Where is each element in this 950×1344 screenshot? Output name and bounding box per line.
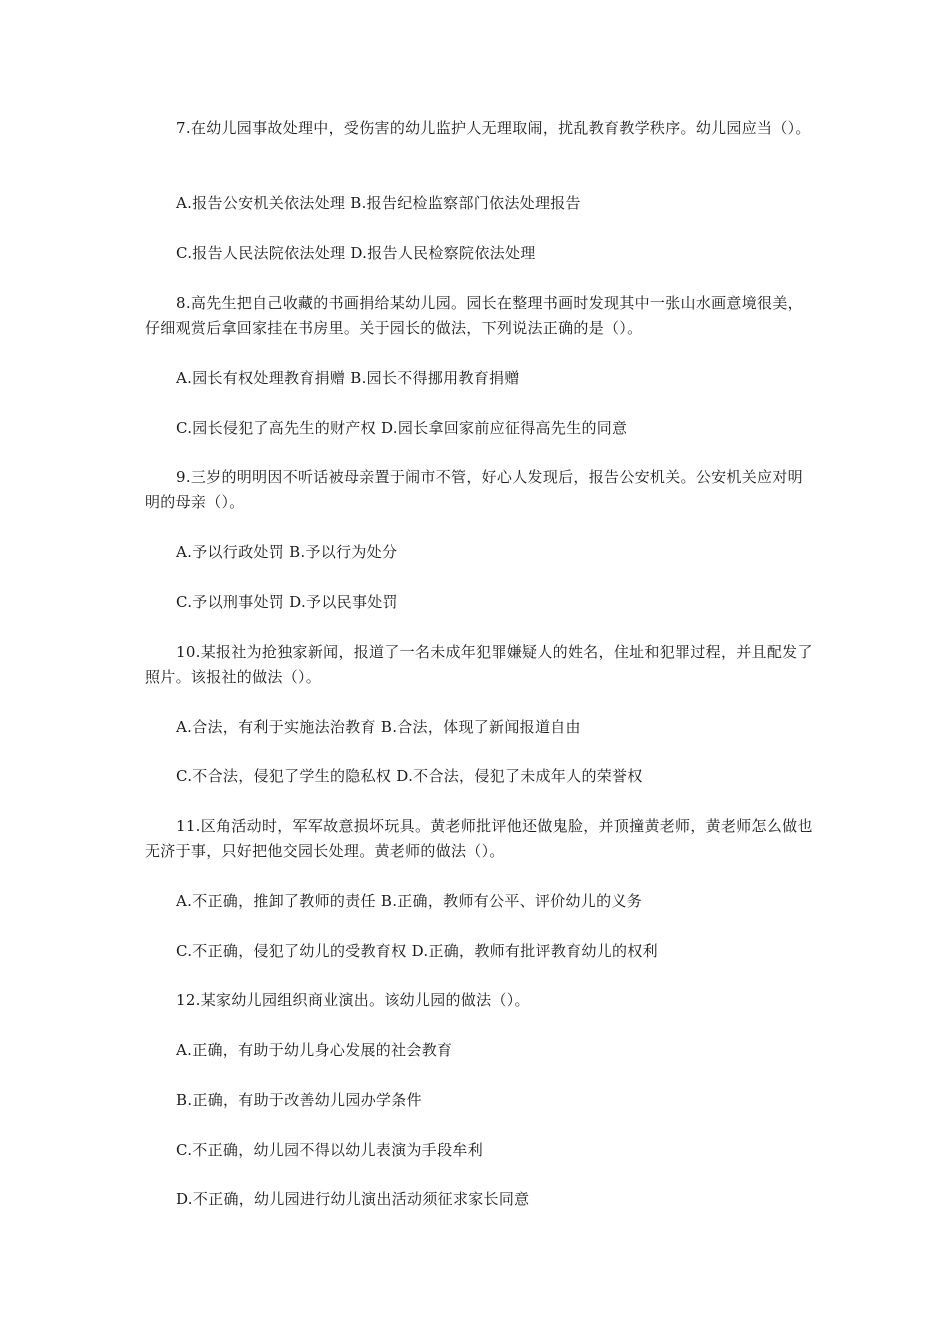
question-stem: 10.某报社为抢独家新闻，报道了一名未成年犯罪嫌疑人的姓名，住址和犯罪过程，并且配发了照片。该报社的做法（）。 xyxy=(145,643,813,686)
question-option: A.园长有权处理教育捐赠 B.园长不得挪用教育捐赠 xyxy=(176,369,520,387)
question-stem: 7.在幼儿园事故处理中，受伤害的幼儿监护人无理取闹，扰乱教育教学秩序。幼儿园应当（）。 xyxy=(176,119,811,137)
question-option: C.报告人民法院依法处理 D.报告人民检察院依法处理 xyxy=(176,244,536,262)
question-option: A.合法，有利于实施法治教育 B.合法，体现了新闻报道自由 xyxy=(176,718,581,736)
question-option: A.正确，有助于幼儿身心发展的社会教育 xyxy=(176,1041,453,1059)
question-stem: 9.三岁的明明因不听话被母亲置于闹市不管，好心人发现后，报告公安机关。公安机关应对明明的母亲（）。 xyxy=(145,468,803,511)
question-option: C.予以刑事处罚 D.予以民事处罚 xyxy=(176,593,398,611)
question-option: A.报告公安机关依法处理 B.报告纪检监察部门依法处理报告 xyxy=(176,194,581,212)
question-stem: 11.区角活动时，军军故意损坏玩具。黄老师批评他还做鬼脸，并顶撞黄老师，黄老师怎么做也无济于事，只好把他交园长处理。黄老师的做法（）。 xyxy=(145,817,813,860)
question-option: C.园长侵犯了高先生的财产权 D.园长拿回家前应征得高先生的同意 xyxy=(176,419,628,437)
question-option: A.不正确，推卸了教师的责任 B.正确，教师有公平、评价幼儿的义务 xyxy=(176,892,643,910)
question-option: C.不正确，侵犯了幼儿的受教育权 D.正确，教师有批评教育幼儿的权利 xyxy=(176,942,658,960)
question-stem: 12.某家幼儿园组织商业演出。该幼儿园的做法（）。 xyxy=(176,991,530,1009)
question-option: C.不正确，幼儿园不得以幼儿表演为手段牟利 xyxy=(176,1141,484,1159)
question-option: A.予以行政处罚 B.予以行为处分 xyxy=(176,543,398,561)
question-stem: 8.高先生把自己收藏的书画捐给某幼儿园。园长在整理书画时发现其中一张山水画意境很美，仔细观赏后拿回家挂在书房里。关于园长的做法，下列说法正确的是（）。 xyxy=(145,294,803,337)
question-option: C.不合法，侵犯了学生的隐私权 D.不合法，侵犯了未成年人的荣誉权 xyxy=(176,767,643,785)
question-option: D.不正确，幼儿园进行幼儿演出活动须征求家长同意 xyxy=(176,1190,530,1208)
question-option: B.正确，有助于改善幼儿园办学条件 xyxy=(176,1091,422,1109)
